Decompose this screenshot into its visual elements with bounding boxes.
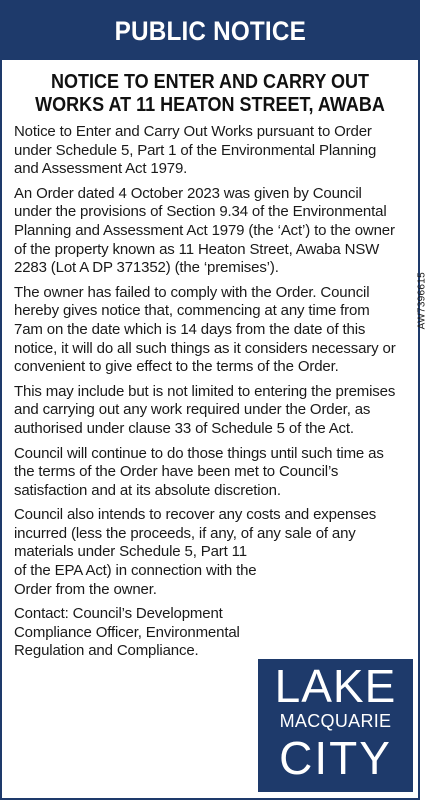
header-title: PUBLIC NOTICE	[114, 15, 306, 46]
logo-text-macquarie: MACQUARIE	[279, 711, 392, 731]
paragraph-preamble: Notice to Enter and Carry Out Works pursuant to Order under Schedule 5, Part 1 of the Environmental Planning and Assessment Act 1979.	[14, 123, 377, 178]
logo-text-lake: LAKE	[274, 660, 397, 712]
paragraph-non-compliance: The owner has failed to comply with the Order. Council hereby gives notice that, commencing at any time from 7am on the date which is 14 days from the date of this notice, it will do all such things as it considers necessary or convenient to give effect to the terms of the Order.	[14, 283, 396, 376]
notice-headline	[23, 71, 397, 117]
paragraph-duration: Council will continue to do those things until such time as the terms of the Order have been met to Council’s satisfaction and at its absolute discretion.	[14, 444, 384, 499]
paragraph-contact: Contact: Council’s Development Compliance Officer, Environmental Regulation and Compliance.	[14, 605, 240, 660]
reference-code: AW7396615	[416, 272, 427, 330]
paragraph-costs: Council also intends to recover any costs and expenses incurred (less the proceeds, if any, of any sale of any	[14, 506, 377, 542]
paragraph-costs-continued: materials under Schedule 5, Part 11 of the EPA Act) in connection with the Order from the owner.	[14, 543, 257, 598]
lake-macquarie-city-logo	[258, 659, 413, 792]
paragraph-order-details: An Order dated 4 October 2023 was given by Council under the provisions of Section 9.34 of the Environmental Planning and Assessment Act 1979 (the ‘Act’) to the owner of the property known as 11 Heaton Street, Awaba NSW 2283 (Lot A DP 371352) (the ‘premises’).	[14, 184, 395, 277]
paragraph-scope: This may include but is not limited to entering the premises and carrying out any work required under the Order, as authorised under clause 33 of Schedule 5 of the Act.	[14, 382, 396, 437]
logo-text-city: CITY	[279, 732, 392, 784]
notice-body	[2, 117, 418, 661]
header-bar	[2, 2, 418, 60]
headline-line-1: NOTICE TO ENTER AND CARRY OUT	[50, 71, 370, 93]
headline-line-2: WORKS AT 11 HEATON STREET, AWABA	[35, 94, 385, 116]
